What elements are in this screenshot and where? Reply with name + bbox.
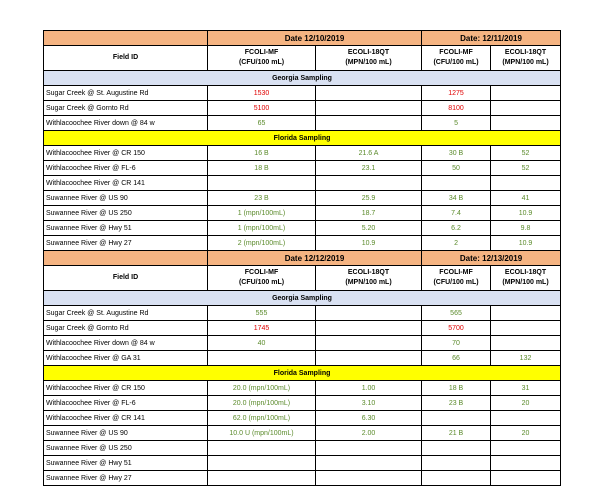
sample-value: 18 B xyxy=(208,161,316,176)
site-name: Withlacoochee River @ CR 150 xyxy=(44,146,208,161)
sample-value xyxy=(422,411,491,426)
sample-value: 1275 xyxy=(422,86,491,101)
sample-value xyxy=(208,176,316,191)
sample-value xyxy=(491,116,561,131)
water-quality-table xyxy=(43,30,561,486)
site-name: Suwannee River @ Hwy 51 xyxy=(44,221,208,236)
site-name: Suwannee River @ Hwy 51 xyxy=(44,456,208,471)
sample-value xyxy=(316,456,422,471)
site-name: Suwannee River @ US 90 xyxy=(44,191,208,206)
table-row xyxy=(44,471,561,486)
sample-value xyxy=(422,471,491,486)
table-row xyxy=(44,236,561,251)
georgia-sampling-label: Georgia Sampling xyxy=(44,71,561,86)
sample-value xyxy=(316,101,422,116)
column-name: FCOLI-MF xyxy=(439,49,473,56)
sample-value: 5700 xyxy=(422,321,491,336)
field-id-header: Field ID xyxy=(44,266,208,291)
table-row xyxy=(44,336,561,351)
sample-value: 50 xyxy=(422,161,491,176)
sample-value: 23 B xyxy=(422,396,491,411)
sample-value xyxy=(422,456,491,471)
sample-value xyxy=(491,471,561,486)
column-name: ECOLI-18QT xyxy=(504,269,547,276)
sample-value xyxy=(316,471,422,486)
date-header: Date: 12/11/2019 xyxy=(422,31,561,46)
sample-value xyxy=(316,176,422,191)
table-row xyxy=(44,176,561,191)
sample-value: 5.20 xyxy=(316,221,422,236)
sample-value: 20.0 (mpn/100mL) xyxy=(208,381,316,396)
sample-value xyxy=(208,471,316,486)
florida-sampling-label: Florida Sampling xyxy=(44,366,561,381)
table-row xyxy=(44,396,561,411)
sample-value: 40 xyxy=(208,336,316,351)
sample-value xyxy=(491,306,561,321)
table-row xyxy=(44,351,561,366)
sample-value xyxy=(491,176,561,191)
site-name: Suwannee River @ US 90 xyxy=(44,426,208,441)
sample-value xyxy=(316,336,422,351)
sample-value: 9.8 xyxy=(491,221,561,236)
site-name: Suwannee River @ Hwy 27 xyxy=(44,471,208,486)
sample-value xyxy=(316,86,422,101)
column-header xyxy=(316,266,422,291)
column-unit: (CFU/100 mL) xyxy=(433,279,479,286)
column-header xyxy=(491,46,561,71)
sample-value: 18.7 xyxy=(316,206,422,221)
georgia-sampling-label: Georgia Sampling xyxy=(44,291,561,306)
sample-value: 21 B xyxy=(422,426,491,441)
date-header: Date: 12/13/2019 xyxy=(422,251,561,266)
column-name: FCOLI-MF xyxy=(439,269,473,276)
site-name: Suwannee River @ US 250 xyxy=(44,206,208,221)
column-header xyxy=(422,266,491,291)
site-name: Withlacoochee River @ CR 141 xyxy=(44,411,208,426)
table-row xyxy=(44,221,561,236)
sample-value: 52 xyxy=(491,146,561,161)
florida-section-row xyxy=(44,366,561,381)
sample-value xyxy=(316,351,422,366)
sample-value: 2 (mpn/100mL) xyxy=(208,236,316,251)
sample-value: 7.4 xyxy=(422,206,491,221)
sample-value: 20 xyxy=(491,396,561,411)
sample-value: 1 (mpn/100mL) xyxy=(208,221,316,236)
sample-value: 6.2 xyxy=(422,221,491,236)
column-header-row xyxy=(44,266,561,291)
table-row xyxy=(44,206,561,221)
column-unit: (MPN/100 mL) xyxy=(345,279,392,286)
column-header xyxy=(491,266,561,291)
sample-value xyxy=(208,456,316,471)
sample-value: 30 B xyxy=(422,146,491,161)
column-header xyxy=(208,266,316,291)
table-row xyxy=(44,306,561,321)
sample-value: 565 xyxy=(422,306,491,321)
date-header-row xyxy=(44,31,561,46)
table-row xyxy=(44,161,561,176)
sample-value xyxy=(491,101,561,116)
sample-value xyxy=(208,441,316,456)
sample-value: 70 xyxy=(422,336,491,351)
table-row xyxy=(44,116,561,131)
sample-value: 5100 xyxy=(208,101,316,116)
table-row xyxy=(44,191,561,206)
sample-value: 10.9 xyxy=(491,206,561,221)
date-header-row xyxy=(44,251,561,266)
sample-value: 25.9 xyxy=(316,191,422,206)
sample-value: 21.6 A xyxy=(316,146,422,161)
sample-value: 65 xyxy=(208,116,316,131)
date-header: Date 12/10/2019 xyxy=(208,31,422,46)
column-header xyxy=(316,46,422,71)
table-row xyxy=(44,146,561,161)
sample-value: 52 xyxy=(491,161,561,176)
sample-value xyxy=(316,306,422,321)
sample-value: 2.00 xyxy=(316,426,422,441)
column-header-row xyxy=(44,46,561,71)
sample-value: 3.10 xyxy=(316,396,422,411)
sample-value: 16 B xyxy=(208,146,316,161)
table-row xyxy=(44,101,561,116)
georgia-section-row xyxy=(44,71,561,86)
table-row xyxy=(44,86,561,101)
sample-value: 2 xyxy=(422,236,491,251)
sample-value xyxy=(491,321,561,336)
site-name: Suwannee River @ US 250 xyxy=(44,441,208,456)
sample-value: 20 xyxy=(491,426,561,441)
sample-value: 23 B xyxy=(208,191,316,206)
sample-value xyxy=(316,441,422,456)
florida-section-row xyxy=(44,131,561,146)
date-header-blank xyxy=(44,251,208,266)
sample-value: 1.00 xyxy=(316,381,422,396)
table-row xyxy=(44,381,561,396)
table-row xyxy=(44,321,561,336)
column-unit: (MPN/100 mL) xyxy=(345,59,392,66)
site-name: Withlacoochee River @ FL-6 xyxy=(44,396,208,411)
site-name: Withlacoochee River @ CR 141 xyxy=(44,176,208,191)
site-name: Withlacoochee River @ CR 150 xyxy=(44,381,208,396)
sample-value: 41 xyxy=(491,191,561,206)
sample-value xyxy=(316,321,422,336)
sample-value: 66 xyxy=(422,351,491,366)
site-name: Suwannee River @ Hwy 27 xyxy=(44,236,208,251)
sample-value: 10.9 xyxy=(491,236,561,251)
sample-value: 6.30 xyxy=(316,411,422,426)
column-name: ECOLI-18QT xyxy=(504,49,547,56)
table-row xyxy=(44,456,561,471)
sample-value: 31 xyxy=(491,381,561,396)
column-header xyxy=(422,46,491,71)
column-unit: (MPN/100 mL) xyxy=(502,279,549,286)
sample-value: 23.1 xyxy=(316,161,422,176)
date-header: Date 12/12/2019 xyxy=(208,251,422,266)
column-unit: (CFU/100 mL) xyxy=(238,59,285,66)
field-id-header: Field ID xyxy=(44,46,208,71)
sample-value xyxy=(491,411,561,426)
site-name: Withlacoochee River @ GA 31 xyxy=(44,351,208,366)
sample-value xyxy=(491,441,561,456)
sample-value xyxy=(422,441,491,456)
sample-value: 132 xyxy=(491,351,561,366)
column-name: ECOLI-18QT xyxy=(347,49,390,56)
site-name: Sugar Creek @ St. Augustine Rd xyxy=(44,86,208,101)
sample-value: 1530 xyxy=(208,86,316,101)
site-name: Withlacoochee River down @ 84 w xyxy=(44,336,208,351)
sample-value: 20.0 (mpn/100mL) xyxy=(208,396,316,411)
sample-value: 5 xyxy=(422,116,491,131)
florida-sampling-label: Florida Sampling xyxy=(44,131,561,146)
sample-value: 18 B xyxy=(422,381,491,396)
sample-value: 62.0 (mpn/100mL) xyxy=(208,411,316,426)
date-header-blank xyxy=(44,31,208,46)
site-name: Sugar Creek @ Gornto Rd xyxy=(44,321,208,336)
sample-value: 1 (mpn/100mL) xyxy=(208,206,316,221)
sample-value: 1745 xyxy=(208,321,316,336)
sample-value: 8100 xyxy=(422,101,491,116)
column-name: ECOLI-18QT xyxy=(347,269,390,276)
sample-value xyxy=(316,116,422,131)
column-unit: (MPN/100 mL) xyxy=(502,59,549,66)
table-row xyxy=(44,411,561,426)
column-unit: (CFU/100 mL) xyxy=(433,59,479,66)
sample-value xyxy=(491,86,561,101)
site-name: Withlacoochee River down @ 84 w xyxy=(44,116,208,131)
table-body xyxy=(44,31,561,486)
column-unit: (CFU/100 mL) xyxy=(238,279,285,286)
column-name: FCOLI-MF xyxy=(244,49,279,56)
sample-value: 555 xyxy=(208,306,316,321)
site-name: Sugar Creek @ St. Augustine Rd xyxy=(44,306,208,321)
sample-value xyxy=(491,456,561,471)
table-row xyxy=(44,426,561,441)
sample-value xyxy=(422,176,491,191)
column-name: FCOLI-MF xyxy=(244,269,279,276)
site-name: Sugar Creek @ Gornto Rd xyxy=(44,101,208,116)
column-header xyxy=(208,46,316,71)
sample-value: 34 B xyxy=(422,191,491,206)
sample-value xyxy=(491,336,561,351)
table-row xyxy=(44,441,561,456)
sample-value: 10.0 U (mpn/100mL) xyxy=(208,426,316,441)
sample-value xyxy=(208,351,316,366)
georgia-section-row xyxy=(44,291,561,306)
sample-value: 10.9 xyxy=(316,236,422,251)
site-name: Withlacoochee River @ FL-6 xyxy=(44,161,208,176)
